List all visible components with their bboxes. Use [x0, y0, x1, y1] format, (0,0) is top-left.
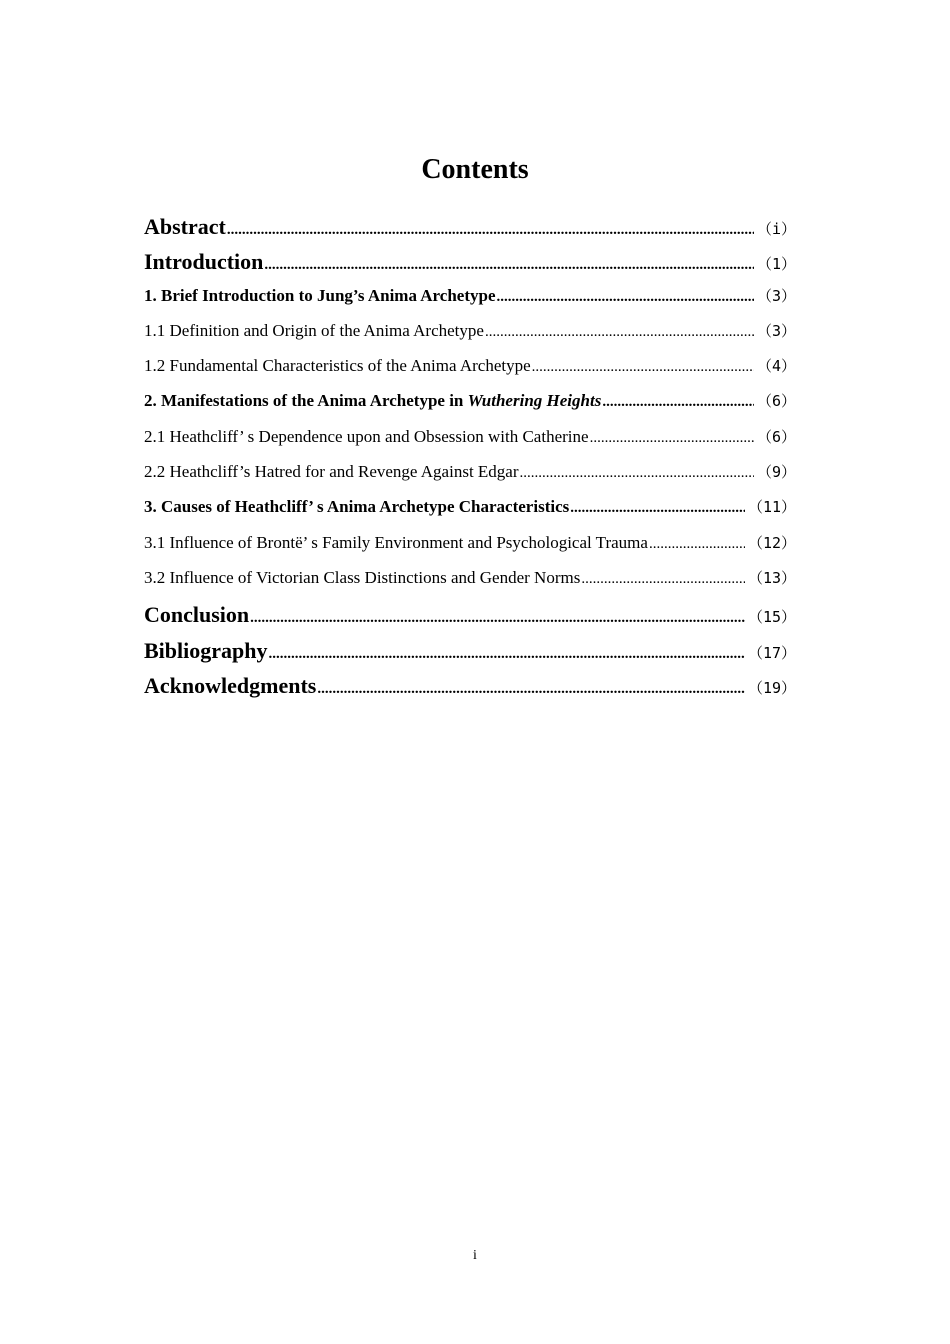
toc-entry-title-italic: Wuthering Heights: [467, 391, 602, 411]
dot-leader: [590, 430, 754, 447]
toc-entry-page: （6）: [756, 427, 796, 446]
toc-entry-page: （4）: [756, 357, 796, 376]
toc-entry-title: [144, 391, 601, 411]
toc-entry-page: （6）: [756, 392, 796, 411]
dot-leader: [268, 646, 744, 663]
toc-entry-section-1-2[interactable]: [144, 355, 796, 390]
toc-entry-title: Conclusion: [144, 602, 250, 628]
dot-leader: [485, 324, 754, 341]
page-title: Contents: [421, 154, 529, 185]
toc-entry-section-2[interactable]: [144, 390, 796, 425]
dot-leader: [250, 610, 745, 627]
page-number: i: [473, 1248, 477, 1263]
toc-entry-title: Acknowledgments: [144, 672, 317, 698]
toc-entry-section-3[interactable]: [144, 496, 796, 531]
toc-entry-title: 1.2 Fundamental Characteristics of the Anima Archetype: [144, 356, 531, 376]
toc-entry-title: 3.2 Influence of Victorian Class Distinctions and Gender Norms: [144, 567, 581, 587]
toc-entry-title-text: 2. Manifestations of the Anima Archetype in: [144, 391, 468, 411]
toc-entry-introduction[interactable]: [144, 249, 796, 284]
toc-entry-section-1-1[interactable]: [144, 320, 796, 355]
dot-leader: [227, 222, 754, 239]
toc-entry-bibliography[interactable]: [144, 638, 796, 673]
toc-entry-title: Abstract: [144, 214, 226, 239]
dot-leader: [264, 257, 754, 274]
toc-entry-conclusion[interactable]: [144, 602, 796, 637]
toc-entry-page: （1）: [756, 255, 796, 274]
toc-entry-page: （13）: [747, 568, 796, 587]
toc-entry-page: （3）: [756, 321, 796, 340]
toc-entry-acknowledgments[interactable]: [144, 673, 796, 708]
dot-leader: [520, 465, 754, 482]
dot-leader: [317, 681, 745, 698]
toc-entry-section-3-1[interactable]: [144, 532, 796, 567]
toc-entry-section-3-2[interactable]: [144, 567, 796, 602]
toc-entry-title: 2.2 Heathcliff’s Hatred for and Revenge Against Edgar: [144, 462, 519, 482]
table-of-contents: [144, 214, 796, 708]
dot-leader: [570, 500, 745, 517]
toc-entry-page: （11）: [747, 498, 796, 517]
toc-entry-abstract[interactable]: [144, 214, 796, 249]
toc-entry-title: 3. Causes of Heathcliff’ s Anima Archetype Characteristics: [144, 497, 570, 517]
toc-entry-page: （9）: [756, 463, 796, 482]
toc-entry-page: （12）: [747, 533, 796, 552]
dot-leader: [649, 536, 745, 553]
toc-entry-page: （17）: [747, 643, 796, 662]
dot-leader: [497, 289, 754, 306]
toc-entry-title: 3.1 Influence of Brontë’ s Family Environment and Psychological Trauma: [144, 532, 648, 552]
toc-entry-title: 1.1 Definition and Origin of the Anima Archetype: [144, 320, 484, 340]
dot-leader: [581, 571, 745, 588]
toc-entry-title: 2.1 Heathcliff’ s Dependence upon and Obsession with Catherine: [144, 426, 589, 446]
toc-entry-page: （i）: [756, 220, 796, 238]
dot-leader: [532, 359, 754, 376]
toc-entry-section-1[interactable]: [144, 285, 796, 320]
dot-leader: [602, 394, 754, 411]
toc-entry-title: 1. Brief Introduction to Jung’s Anima Archetype: [144, 285, 496, 305]
toc-entry-page: （3）: [756, 286, 796, 305]
toc-entry-page: （19）: [747, 678, 796, 697]
toc-entry-page: （15）: [747, 608, 796, 627]
toc-entry-section-2-1[interactable]: [144, 426, 796, 461]
toc-entry-section-2-2[interactable]: [144, 461, 796, 496]
toc-entry-title: Introduction: [144, 249, 264, 275]
toc-entry-title: Bibliography: [144, 637, 268, 663]
